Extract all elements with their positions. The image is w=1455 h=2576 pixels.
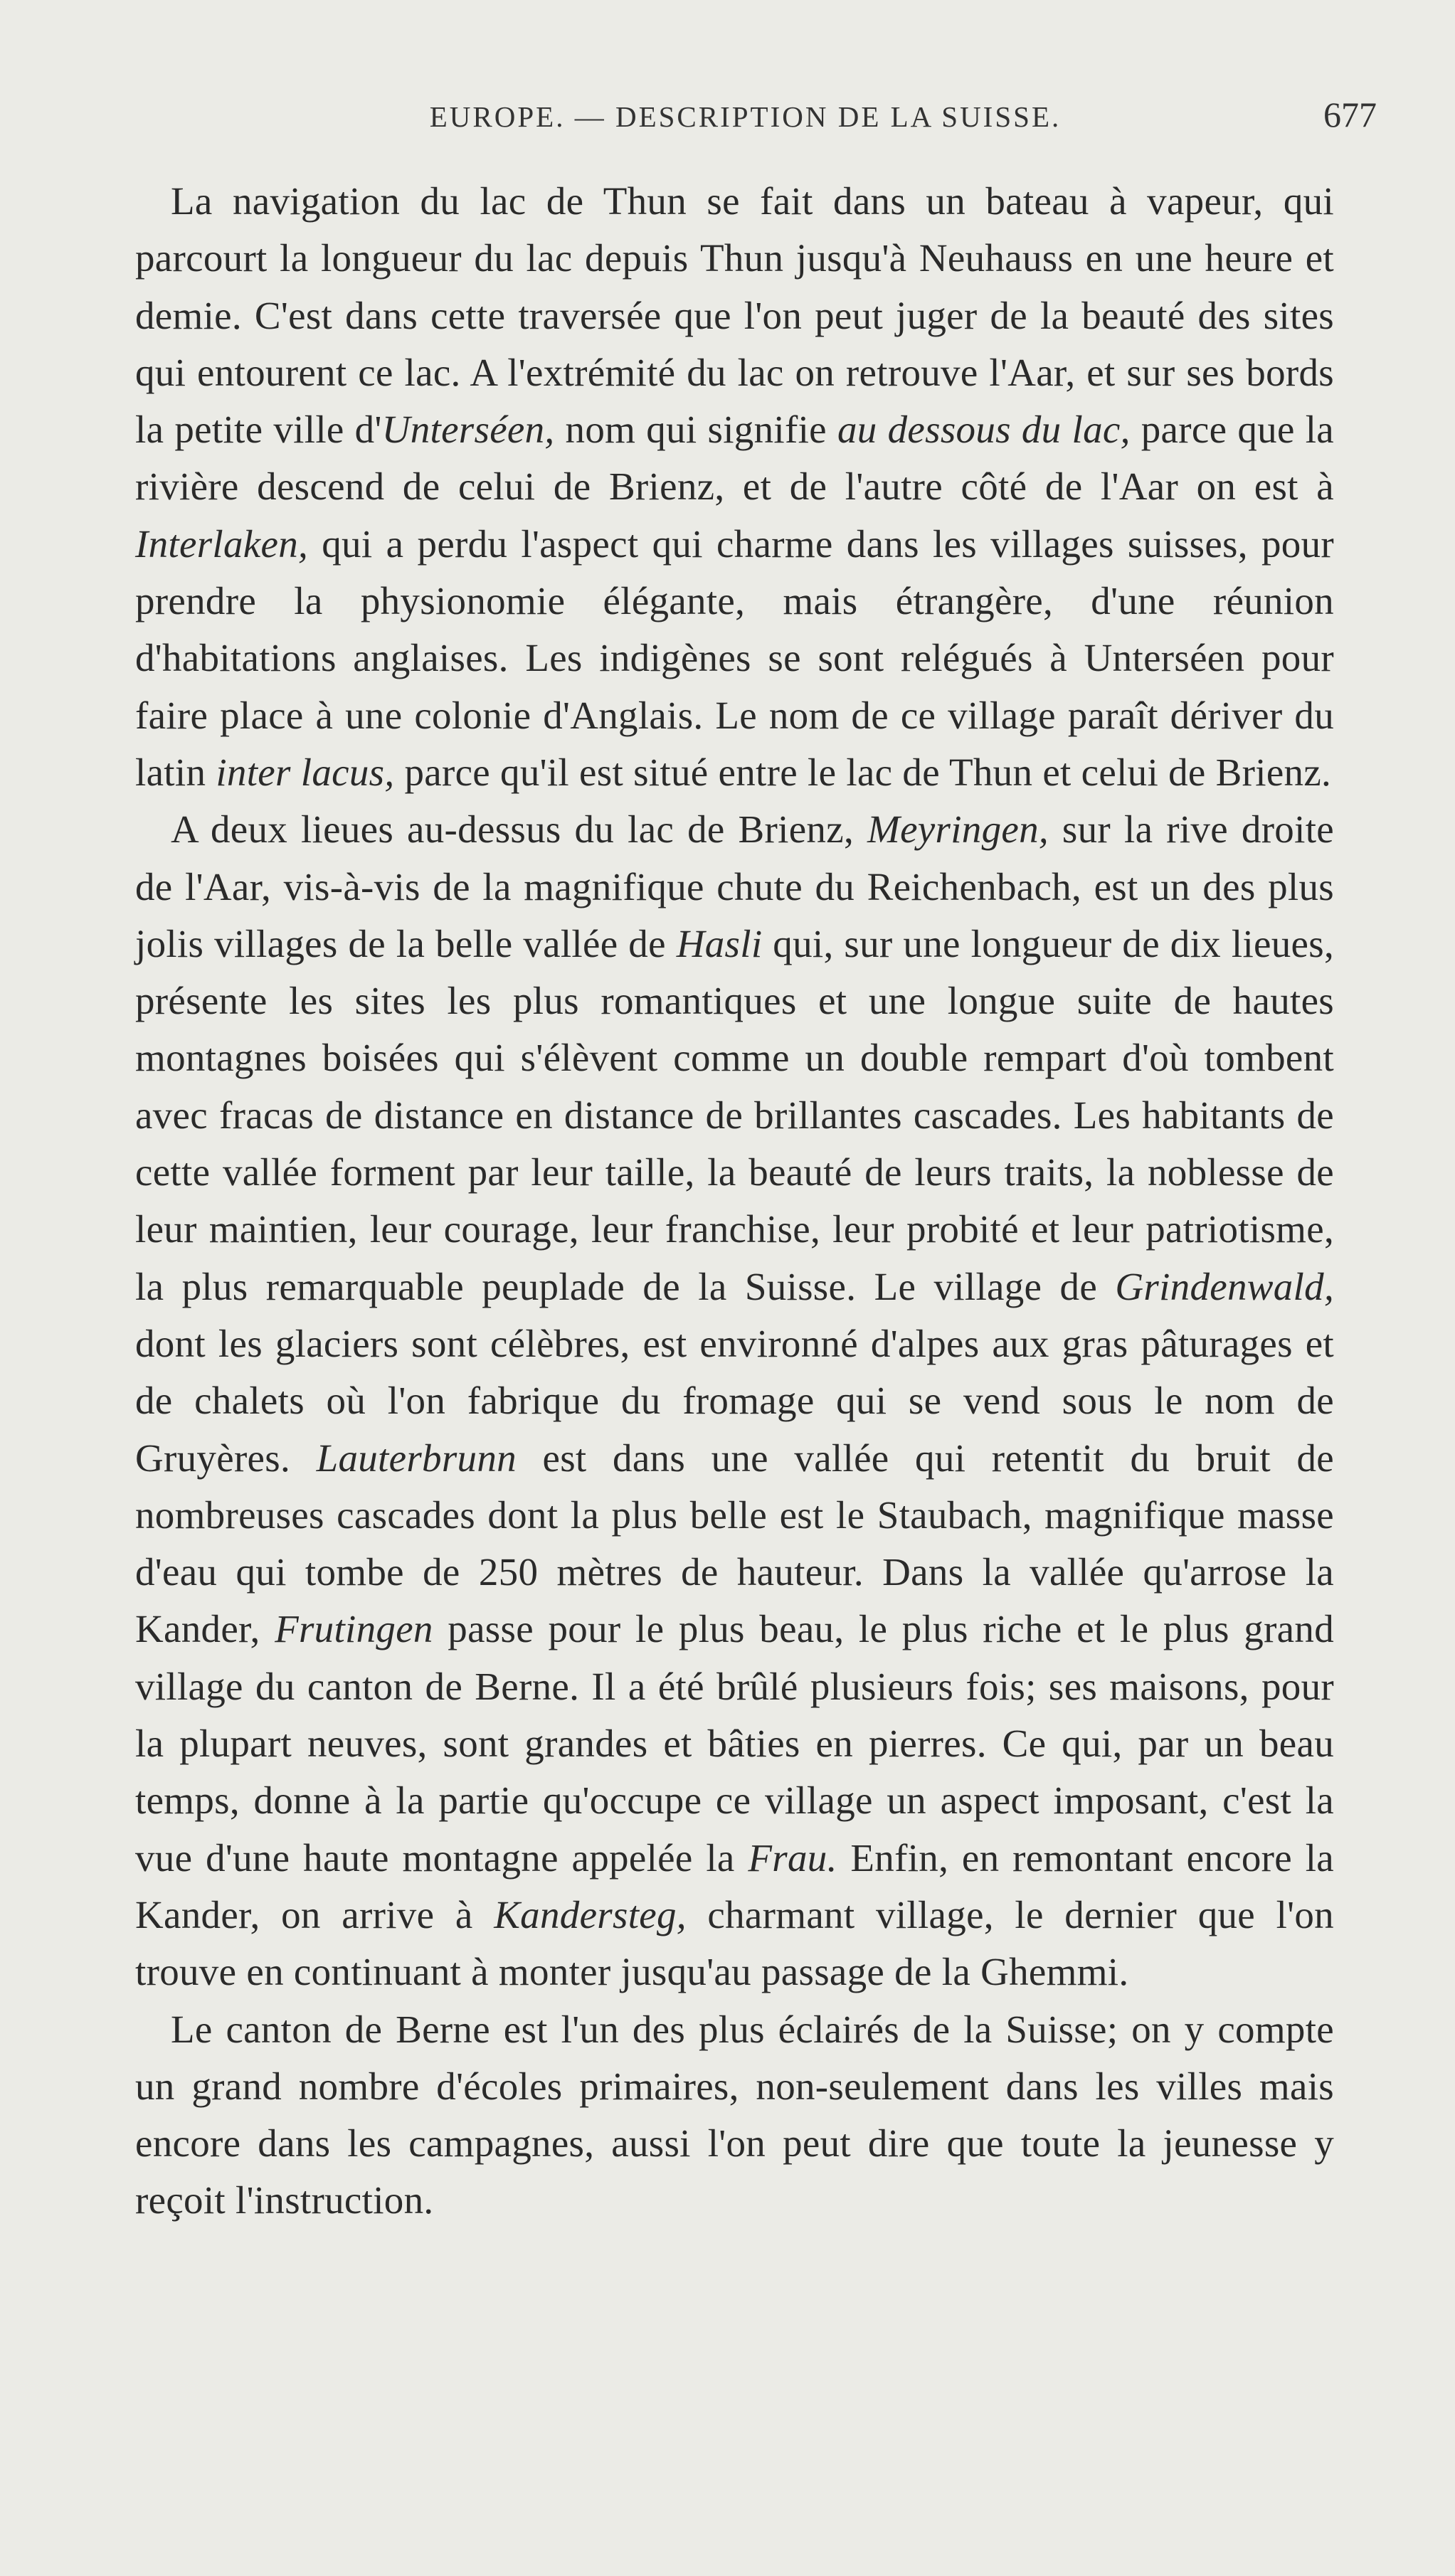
text-segment: Enfin, en remontant encore la Kander, on arrive à bbox=[135, 1835, 1334, 1936]
text-segment: qui a perdu l'aspect qui charme dans les villages suisses, pour prendre la physionomie élégante, mais étrangère, d'une réunion d'habitations anglaises. Les indigènes se sont relégués à Unterséen pour faire place à une colonie d'Anglais. Le nom de ce village paraît dériver du latin bbox=[135, 521, 1334, 794]
paragraph bbox=[135, 2001, 1334, 2230]
text-segment: charmant village, le dernier que l'on trouve en continuant à monter jusqu'au passage de la Ghemmi. bbox=[135, 1892, 1334, 1994]
text-segment: parce qu'il est situé entre le lac de Thun et celui de Brienz. bbox=[394, 750, 1332, 794]
text-segment: Le canton de Berne est l'un des plus éclairés de la Suisse; on y compte un grand nombre d'écoles primaires, non-seulement dans les villes mais encore dans les campagnes, aussi l'on peut dire que toute la jeunesse y reçoit l'instruction. bbox=[135, 2007, 1334, 2222]
text-segment: parce que la rivière descend de celui de Brienz, et de l'autre côté de l'Aar on est à bbox=[135, 408, 1335, 509]
text-segment: dont les glaciers sont célèbres, est environné d'alpes aux gras pâturages et de chalets où l'on fabrique du fromage qui se vend sous le nom de Gruyères. bbox=[135, 1321, 1334, 1480]
text-segment: est dans une vallée qui retentit du bruit de nombreuses cascades dont la plus belle est le Staubach, magnifique masse d'eau qui tombe de 250 mètres de hauteur. Dans la vallée qu'arrose la Kander, bbox=[135, 1436, 1334, 1651]
page-number: 677 bbox=[1323, 95, 1377, 134]
text-segment: A deux lieues au-dessus du lac de Brienz, bbox=[171, 807, 867, 852]
text-segment: qui, sur une longueur de dix lieues, présente les sites les plus romantiques et une longue suite de hautes montagnes boisées qui s'élèvent comme un double rempart d'où tombent avec fracas de distance en distance de brillantes cascades. Les habitants de cette vallée forment par leur taille, la beauté de leurs traits, la noblesse de leur maintien, leur courage, leur franchise, leur probité et leur patriotisme, la plus remarquable peuplade de la Suisse. Le village de bbox=[135, 921, 1334, 1308]
place-name: Kandersteg, bbox=[494, 1892, 687, 1936]
text-segment: passe pour le plus beau, le plus riche et le plus grand village du canton de Berne. Il a été brûlé plusieurs fois; ses maisons, pour la plupart neuves, sont grandes et bâties en pierres. Ce qui, par un beau temps, donne à la partie qu'occupe ce village un aspect imposant, c'est la vue d'une haute montagne appelée la bbox=[135, 1607, 1334, 1880]
place-name: Lauterbrunn bbox=[316, 1436, 517, 1480]
text-segment: sur la rive droite de l'Aar, vis-à-vis de la magnifique chute du Reichenbach, est un des plus jolis villages de la belle vallée de bbox=[135, 807, 1334, 965]
paragraph bbox=[135, 801, 1334, 2000]
text-segment: nom qui signifie bbox=[554, 408, 837, 452]
text-segment: La navigation du lac de Thun se fait dans un bateau à vapeur, qui parcourt la longueur du lac depuis Thun jusqu'à Neuhauss en une heure et demie. C'est dans cette traversée que l'on peut juger de la beauté des sites qui entourent ce lac. A l'extrémité du lac on retrouve l'Aar, et sur ses bords la petite ville d' bbox=[135, 179, 1334, 452]
place-name: Meyringen, bbox=[867, 807, 1049, 852]
paragraph bbox=[135, 173, 1334, 801]
place-name: Frutingen bbox=[275, 1607, 433, 1651]
place-name: Interlaken, bbox=[135, 521, 309, 566]
body-text bbox=[135, 173, 1334, 2230]
emphasis: inter lacus, bbox=[216, 750, 395, 794]
running-head: EUROPE. — DESCRIPTION DE LA SUISSE. bbox=[429, 100, 1062, 133]
place-name: Unterséen, bbox=[381, 408, 555, 452]
emphasis: au dessous du lac, bbox=[837, 408, 1131, 452]
place-name: Frau. bbox=[748, 1835, 837, 1880]
place-name: Grindenwald, bbox=[1115, 1264, 1334, 1308]
place-name: Hasli bbox=[676, 921, 763, 965]
page-header bbox=[114, 95, 1377, 149]
